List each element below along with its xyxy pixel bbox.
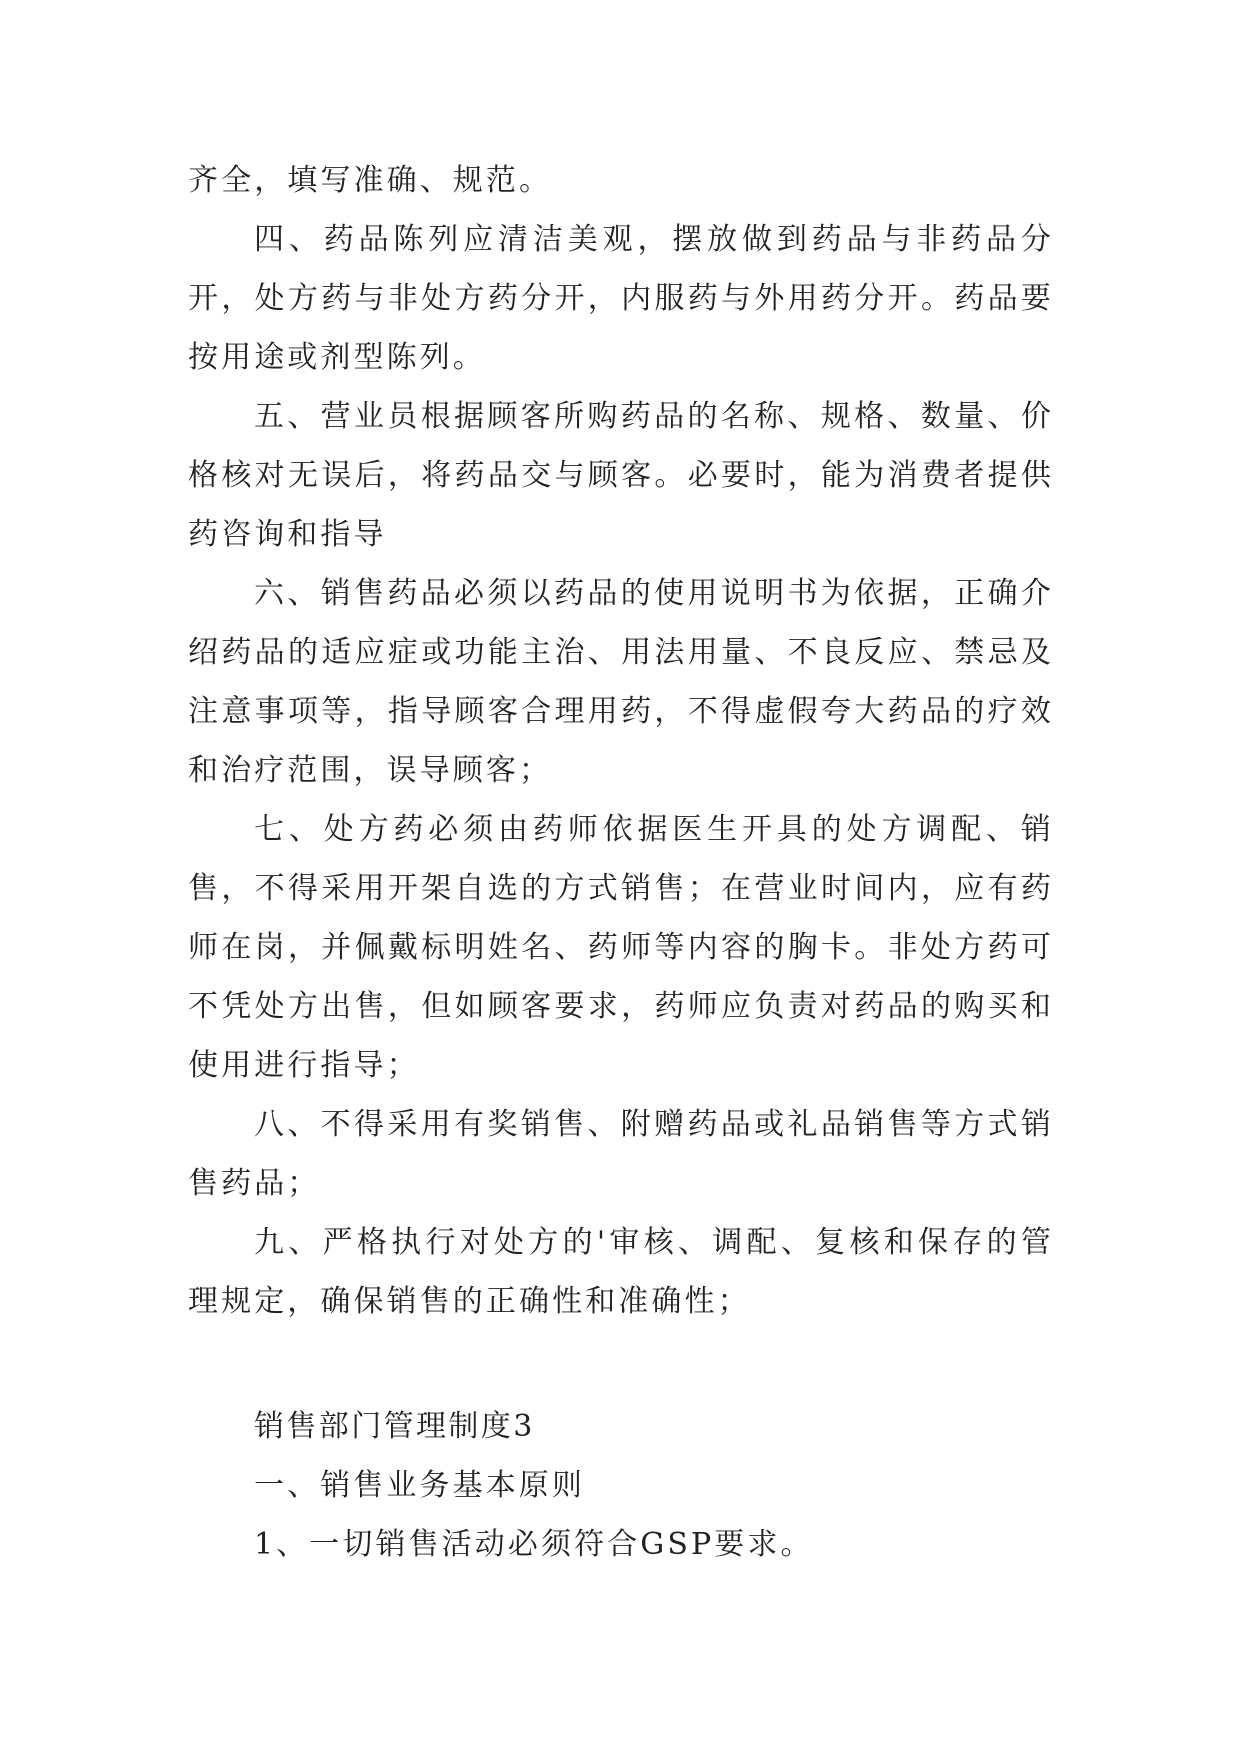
section-item-1: 1、一切销售活动必须符合GSP要求。 (254, 1527, 814, 1562)
section-heading: 一、销售业务基本原则 (254, 1468, 585, 1503)
paragraph-item-6: 六、销售药品必须以药品的使用说明书为依据，正确介绍药品的适应症或功能主治、用法用量、不良反应、禁忌及注意事项等，指导顾客合理用药，不得虚假夸大药品的疗效和治疗范围，误导顾客； (188, 576, 1054, 788)
document-page (188, 151, 1054, 1574)
paragraph-item-4: 四、药品陈列应清洁美观，摆放做到药品与非药品分开，处方药与非处方药分开，内服药与外用药分开。药品要按用途或剂型陈列。 (188, 222, 1054, 375)
paragraph-continuation: 齐全，填写准确、规范。 (188, 163, 553, 198)
paragraph-item-7: 七、处方药必须由药师依据医生开具的处方调配、销售，不得采用开架自选的方式销售；在营业时间内，应有药师在岗，并佩戴标明姓名、药师等内容的胸卡。非处方药可不凭处方出售，但如顾客要求，药师应负责对药品的购买和使用进行指导； (188, 812, 1054, 1083)
section-title: 销售部门管理制度3 (254, 1409, 535, 1444)
paragraph-item-5: 五、营业员根据顾客所购药品的名称、规格、数量、价格核对无误后，将药品交与顾客。必要时，能为消费者提供药咨询和指导 (188, 399, 1054, 552)
paragraph-item-9: 九、严格执行对处方的'审核、调配、复核和保存的管理规定，确保销售的正确性和准确性； (188, 1225, 1054, 1319)
paragraph-item-8: 八、不得采用有奖销售、附赠药品或礼品销售等方式销售药品； (188, 1107, 1054, 1201)
section-spacer (188, 1331, 1054, 1397)
